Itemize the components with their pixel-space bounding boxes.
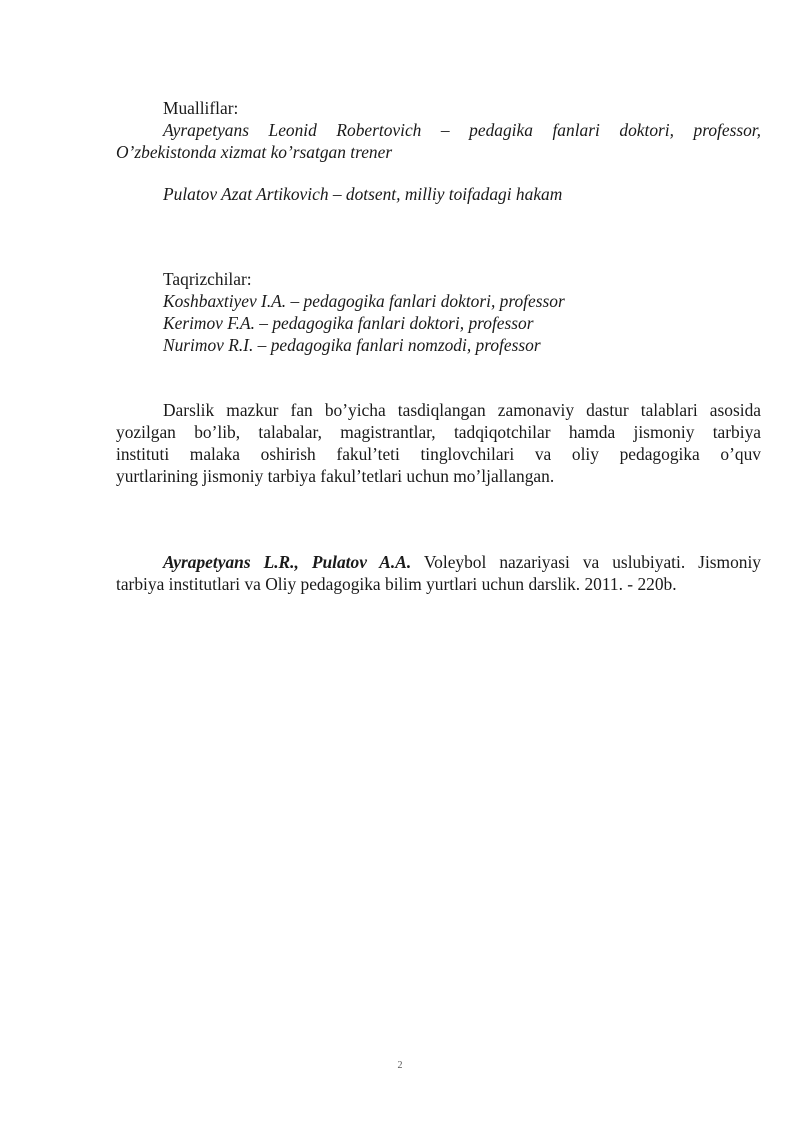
reviewer-item: Koshbaxtiyev I.A. – pedagogika fanlari doktori, professor <box>163 291 565 311</box>
author-1-line-2: O’zbekistonda xizmat ko’rsatgan trener <box>116 142 393 162</box>
reviewers-section <box>116 268 761 356</box>
reviewers-heading: Taqrizchilar: <box>163 269 252 289</box>
annotation-line: yozilgan bo’lib, talabalar, magistrantlar, tadqiqotchilar hamda jismoniy tarbiya <box>116 422 761 442</box>
annotation-line: yurtlarining jismoniy tarbiya fakul’tetlari uchun mo’ljallangan. <box>116 466 555 486</box>
annotation-paragraph <box>116 399 761 487</box>
citation-paragraph <box>116 551 761 595</box>
page-number: 2 <box>397 1060 403 1071</box>
authors-heading: Mualliflar: <box>163 98 239 118</box>
author-2-block <box>116 183 761 205</box>
citation-line-1 <box>116 551 761 573</box>
citation-authors: Ayrapetyans L.R., Pulatov A.A. <box>163 552 412 572</box>
author-1-line-1: Ayrapetyans Leonid Robertovich – pedagika fanlari doktori, professor, <box>163 120 761 140</box>
authors-section <box>116 97 761 163</box>
annotation-line: instituti malaka oshirish fakul’teti tinglovchilari va oliy pedagogika o’quv <box>116 444 761 464</box>
reviewer-item: Nurimov R.I. – pedagogika fanlari nomzodi, professor <box>163 335 541 355</box>
citation-line-2: tarbiya institutlari va Oliy pedagogika bilim yurtlari uchun darslik. 2011. - 220b. <box>116 574 677 594</box>
reviewer-item: Kerimov F.A. – pedagogika fanlari doktori, professor <box>163 313 534 333</box>
author-2: Pulatov Azat Artikovich – dotsent, milliy toifadagi hakam <box>163 184 563 204</box>
annotation-line: Darslik mazkur fan bo’yicha tasdiqlangan zamonaviy dastur talablari asosida <box>163 400 761 420</box>
citation-title: Voleybol nazariyasi va uslubiyati. Jismoniy <box>411 552 761 572</box>
